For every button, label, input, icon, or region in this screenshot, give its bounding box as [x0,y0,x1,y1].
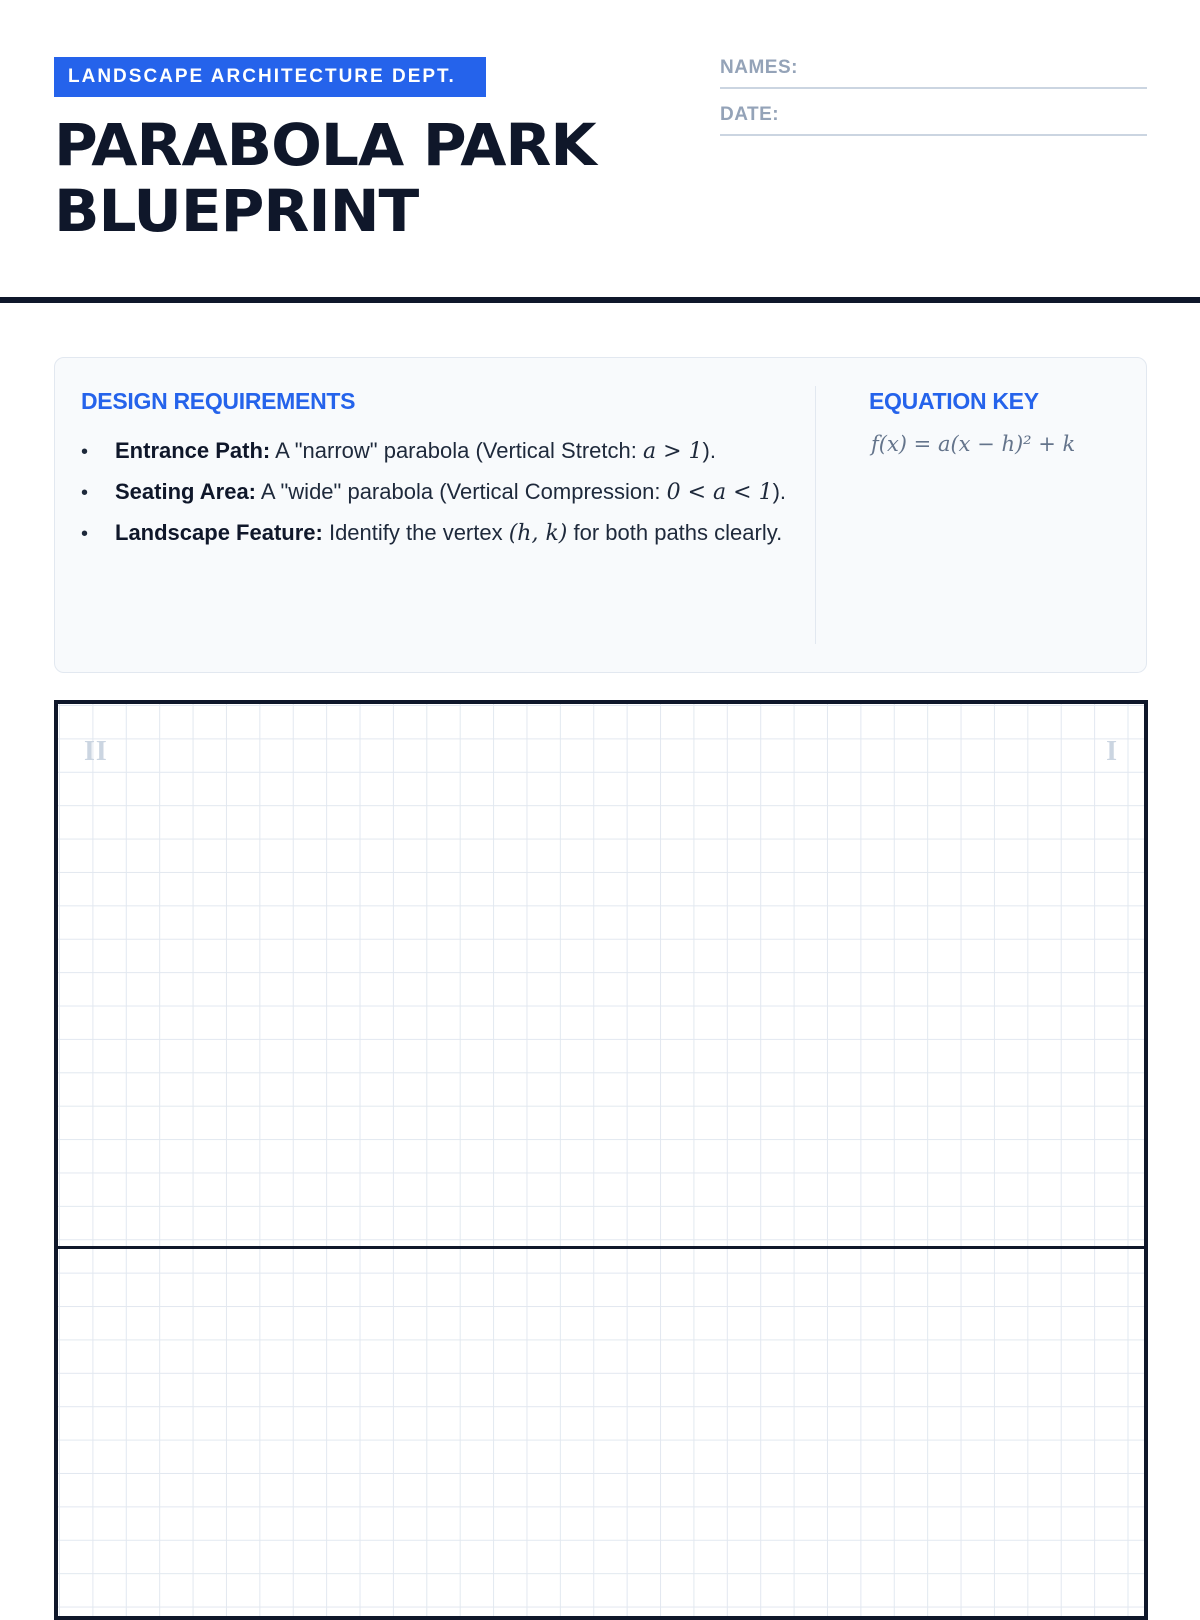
page-title [54,112,713,244]
equation-key-heading: EQUATION KEY [869,388,1039,414]
requirement-tail: ). [772,479,787,504]
vertex-form-equation: f(x) = a(x − h)² + k [871,432,1076,456]
requirement-text: Identify the vertex [322,520,509,545]
requirement-seating-area [81,475,791,510]
quadrant-ii-label: II [84,736,108,767]
bullet-icon: • [81,441,89,463]
requirement-label: Entrance Path: [115,438,271,463]
header-divider [0,297,1200,303]
panel-divider [815,386,816,644]
requirement-tail: for both paths clearly. [567,520,783,545]
requirement-tail: ). [702,438,716,463]
requirements-list [81,434,791,557]
requirement-entrance-path [81,434,791,469]
requirements-panel [54,357,1147,673]
requirement-math: a > 1 [642,439,703,464]
bullet-icon: • [81,482,89,504]
requirement-math: 0 < a < 1 [666,480,773,505]
requirement-math: (h, k) [508,521,568,546]
quadrant-i-label: I [1106,736,1118,767]
date-label: DATE: [720,104,780,125]
requirement-text: A "wide" parabola (Vertical Compression: [256,479,667,504]
names-field[interactable] [720,57,1147,89]
names-label: NAMES: [720,57,798,78]
requirement-label: Seating Area: [115,479,257,504]
bullet-icon: • [81,523,89,545]
date-field[interactable] [720,104,1147,136]
requirement-landscape-feature [81,516,791,551]
design-requirements-heading: DESIGN REQUIREMENTS [81,388,356,414]
page-title-line-1: PARABOLA PARK [54,111,596,179]
coordinate-grid[interactable] [54,700,1148,1620]
requirement-label: Landscape Feature: [115,520,323,545]
x-axis [58,1246,1144,1249]
requirement-text: A "narrow" parabola (Vertical Stretch: [270,438,643,463]
page-title-line-2: BLUEPRINT [54,177,419,245]
department-tag: LANDSCAPE ARCHITECTURE DEPT. [54,57,486,97]
